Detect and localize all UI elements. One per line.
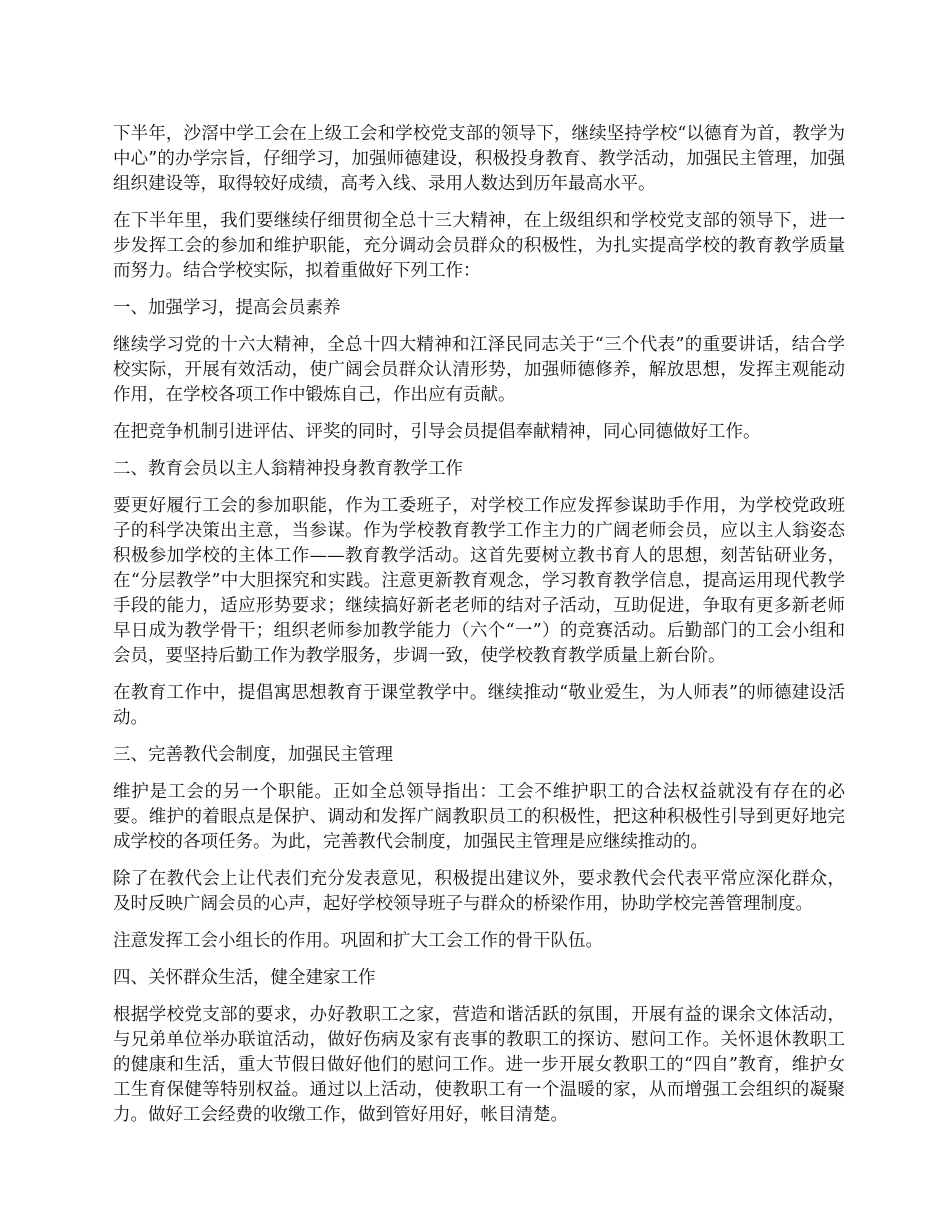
section-1-paragraph-1: 继续学习党的十六大精神，全总十四大精神和江泽民同志关于“三个代表”的重要讲话，结合学校实际，开展有效活动，使广阔会员群众认清形势，加强师德修养，解放思想，发挥主观能动作用，在学校各项工作中锻炼自己，作出应有贡献。	[113, 335, 845, 405]
section-2-paragraph-2: 在教育工作中，提倡寓思想教育于课堂教学中。继续推动“敬业爱生，为人师表”的师德建设活动。	[113, 683, 845, 728]
intro-paragraph: 下半年，沙滘中学工会在上级工会和学校党支部的领导下，继续坚持学校“以德育为首，教学为中心”的办学宗旨，仔细学习，加强师德建设，积极投身教育、教学活动，加强民主管理，加强组织建设等，取得较好成绩，高考入线、录用人数达到历年最高水平。	[113, 124, 845, 194]
section-heading-2: 二、教育会员以主人翁精神投身教育教学工作	[113, 459, 463, 479]
section-3-paragraph-2: 除了在教代会上让代表们充分发表意见，积极提出建议外，要求教代会代表平常应深化群众，及时反映广阔会员的心声，起好学校领导班子与群众的桥梁作用，协助学校完善管理制度。	[113, 869, 845, 914]
section-1-paragraph-2: 在把竞争机制引进评估、评奖的同时，引导会员提倡奉献精神，同心同德做好工作。	[113, 422, 761, 442]
section-3-paragraph-3: 注意发挥工会小组长的作用。巩固和扩大工会工作的骨干队伍。	[113, 931, 603, 951]
section-3-paragraph-1: 维护是工会的另一个职能。正如全总领导指出：工会不维护职工的合法权益就没有存在的必要。维护的着眼点是保护、调动和发挥广阔教职员工的积极性，把这种积极性引导到更好地完成学校的各项任务。为此，完善教代会制度，加强民主管理是应继续推动的。	[113, 782, 845, 852]
section-heading-3: 三、完善教代会制度，加强民主管理	[113, 745, 393, 765]
document-body	[113, 122, 845, 1140]
plan-paragraph: 在下半年里，我们要继续仔细贯彻全总十三大精神，在上级组织和学校党支部的领导下，进一步发挥工会的参加和维护职能，充分调动会员群众的积极性，为扎实提高学校的教育教学质量而努力。结合学校实际，拟着重做好下列工作：	[113, 211, 845, 281]
section-4-paragraph-1: 根据学校党支部的要求，办好教职工之家，营造和谐活跃的氛围，开展有益的课余文体活动，与兄弟单位举办联谊活动，做好伤病及家有丧事的教职工的探访、慰问工作。关怀退休教职工的健康和生活，重大节假日做好他们的慰问工作。进一步开展女教职工的“四自”教育，维护女工生育保健等特别权益。通过以上活动，使教职工有一个温暖的家，从而增强工会组织的凝聚力。做好工会经费的收缴工作，做到管好用好，帐目清楚。	[113, 1005, 845, 1125]
section-heading-1: 一、加强学习，提高会员素养	[113, 298, 341, 318]
section-2-paragraph-1: 要更好履行工会的参加职能，作为工委班子，对学校工作应发挥参谋助手作用，为学校党政班子的科学决策出主意，当参谋。作为学校教育教学工作主力的广阔老师会员，应以主人翁姿态积极参加学校的主体工作——教育教学活动。这首先要树立教书育人的思想，刻苦钻研业务，在“分层教学”中大胆探究和实践。注意更新教育观念，学习教育教学信息，提高运用现代教学手段的能力，适应形势要求；继续搞好新老老师的结对子活动，互助促进，争取有更多新老师早日成为教学骨干；组织老师参加教学能力（六个“一”）的竞赛活动。后勤部门的工会小组和会员，要坚持后勤工作为教学服务，步调一致，使学校教育教学质量上新台阶。	[113, 496, 845, 666]
section-heading-4: 四、关怀群众生活，健全建家工作	[113, 968, 376, 988]
